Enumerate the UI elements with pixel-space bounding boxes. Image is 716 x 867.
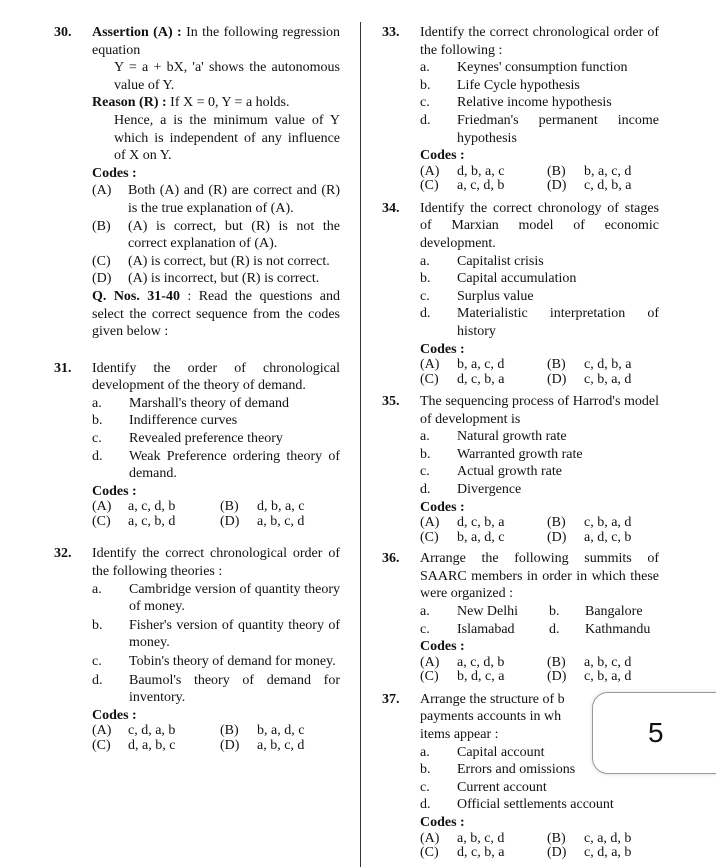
list-item: c. Current account [420, 779, 547, 795]
codes-label: Codes : [420, 148, 465, 164]
question-36 [382, 550, 659, 685]
code-row: (A) a, c, d, b (B) d, b, a, c [92, 499, 305, 515]
code-row: (C) b, d, c, a (D) c, b, a, d [420, 669, 632, 685]
list-item: a. Marshall's theory of demand [92, 395, 289, 411]
codes-label: Codes : [420, 814, 465, 830]
left-column [54, 24, 340, 753]
list-item: c. Tobin's theory of demand for money. [92, 654, 336, 669]
list-item: d. Materialistic interpretation of history [420, 306, 659, 339]
question-stem: Identify the correct chronological order of the following : [420, 25, 659, 58]
reason-text-2: Hence, a is the minimum value of Y which is independent of any influence of X on Y. [114, 112, 340, 164]
question-stem: The sequencing process of Harrod's model of development is [420, 394, 659, 427]
assertion-text-1: In the following regression equation [92, 25, 341, 58]
codes-label: Codes : [420, 341, 465, 357]
code-row: (C) d, a, b, c (D) a, b, c, d [92, 737, 305, 753]
list-item-pair: a. New Delhi b. Bangalore [420, 604, 643, 620]
list-item: a. Capital account [420, 744, 545, 760]
question-stem-line: payments accounts in wh [420, 709, 562, 725]
list-item: b. Errors and omissions [420, 762, 576, 778]
option-c: (C) (A) is correct, but (R) is not correct. [92, 253, 330, 269]
code-row: (A) c, d, a, b (B) b, a, d, c [92, 723, 305, 739]
question-stem: Identify the order of chronological development of the theory of demand. [92, 360, 340, 394]
question-number: 30. [54, 25, 72, 40]
list-item: c. Actual growth rate [420, 464, 562, 480]
codes-label: Codes : [92, 165, 137, 181]
code-row: (A) d, c, b, a (B) c, b, a, d [420, 515, 632, 531]
code-row: (C) a, c, b, d (D) a, b, c, d [92, 513, 305, 529]
assertion-label: Assertion (A) : [92, 25, 182, 40]
question-number: 35. [382, 394, 400, 410]
code-row: (A) a, c, d, b (B) a, b, c, d [420, 654, 632, 670]
question-number: 33. [382, 25, 400, 40]
page-number-bubble[interactable] [592, 692, 716, 774]
list-item: a. Natural growth rate [420, 429, 567, 445]
list-item: b. Capital accumulation [420, 271, 577, 287]
list-item: d. Official settlements account [420, 797, 614, 813]
question-31 [54, 360, 340, 530]
question-30 [54, 24, 340, 341]
question-32 [54, 545, 340, 753]
list-item: a. Cambridge version of quantity theory of money. [92, 581, 340, 615]
list-item: c. Relative income hypothesis [420, 95, 612, 111]
code-row: (A) d, b, a, c (B) b, a, c, d [420, 163, 632, 179]
reason-text-1: If X = 0, Y = a holds. [170, 95, 290, 111]
code-row: (C) b, a, d, c (D) a, d, c, b [420, 529, 632, 545]
option-a: (A) Both (A) and (R) are correct and (R) is the true explanation of (A). [92, 183, 340, 216]
list-item: b. Indifference curves [92, 413, 238, 429]
page-number: 5 [648, 717, 664, 748]
list-item: b. Warranted growth rate [420, 446, 583, 462]
list-item: d. Divergence [420, 482, 522, 498]
list-item: d. Baumol's theory of demand for inventory. [92, 672, 340, 706]
question-number: 36. [382, 551, 400, 567]
code-row: (C) d, c, b, a (D) c, b, a, d [420, 371, 632, 387]
question-34 [382, 200, 659, 387]
question-number: 32. [54, 546, 72, 562]
list-item: c. Surplus value [420, 288, 534, 304]
question-stem: Identify the correct chronological order of the following theories : [92, 546, 340, 580]
list-item: d. Friedman's permanent income hypothesis [420, 112, 659, 146]
code-row: (C) d, c, b, a (D) c, d, a, b [420, 845, 632, 861]
list-item: b. Fisher's version of quantity theory of money. [92, 617, 340, 651]
code-row: (A) b, a, c, d (B) c, d, b, a [420, 357, 632, 373]
list-item: a. Keynes' consumption function [420, 60, 628, 76]
option-b: (B) (A) is correct, but (R) is not the correct explanation of (A). [92, 218, 340, 252]
codes-label: Codes : [92, 483, 137, 499]
code-row: (A) a, b, c, d (B) c, a, d, b [420, 830, 632, 846]
question-number: 34. [382, 200, 400, 216]
question-number: 31. [54, 360, 72, 376]
option-d: (D) (A) is incorrect, but (R) is correct. [92, 271, 320, 287]
list-item: d. Weak Preference ordering theory of demand. [92, 448, 340, 482]
question-stem: Identify the correct chronology of stages of Marxian model of economic development. [420, 200, 659, 251]
question-stem: Arrange the following summits of SAARC members in order in which these were organized : [420, 551, 659, 602]
assertion-text-2: Y = a + bX, 'a' shows the autonomous value of Y. [114, 60, 340, 93]
codes-label: Codes : [420, 639, 465, 655]
question-33 [382, 24, 659, 194]
question-stem-line: Arrange the structure of b [420, 691, 565, 707]
column-divider [360, 22, 361, 867]
question-stem-line: items appear : [420, 727, 499, 742]
codes-label: Codes : [92, 707, 137, 723]
codes-label: Codes : [420, 499, 465, 515]
list-item-pair: c. Islamabad d. Kathmandu [420, 621, 651, 637]
reason-label: Reason (R) : [92, 95, 167, 111]
list-item: a. Capitalist crisis [420, 253, 544, 269]
list-item: c. Revealed preference theory [92, 431, 283, 447]
question-35 [382, 393, 659, 545]
question-number: 37. [382, 691, 400, 707]
code-row: (C) a, c, d, b (D) c, d, b, a [420, 178, 632, 194]
list-item: b. Life Cycle hypothesis [420, 77, 580, 93]
instruction-note: Q. Nos. 31-40 : Read the questions and select the correct sequence from the codes given below : [92, 288, 340, 340]
